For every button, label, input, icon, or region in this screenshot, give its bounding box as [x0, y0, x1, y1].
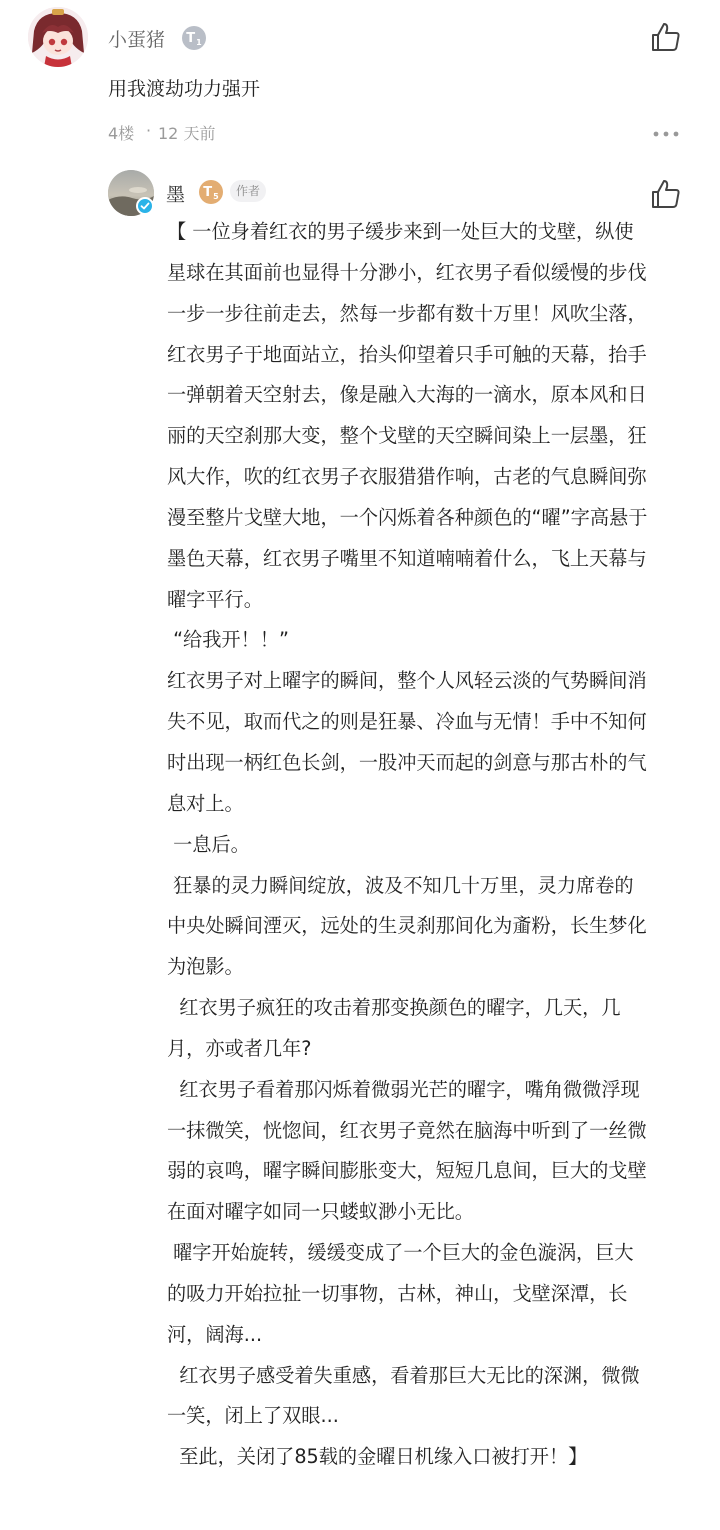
reply-line: 月，亦或者几年?: [167, 1036, 312, 1060]
reply-line: 河，阔海...: [167, 1322, 263, 1346]
level-badge-number: 1: [196, 37, 202, 47]
author-tag: 作者: [230, 180, 266, 202]
reply-line: 一步一步往前走去，然每一步都有数十万里！风吹尘落，: [167, 301, 647, 325]
reply-thumb-up-icon[interactable]: [650, 178, 682, 210]
reply-line: 中央处瞬间湮灭，远处的生灵刹那间化为齑粉，长生梦化: [167, 914, 647, 938]
reply-line: 一笑，闭上了双眼...: [167, 1404, 339, 1428]
reply-body: [167, 212, 693, 1478]
reply-line: 时出现一柄红色长剑，一股冲天而起的剑意与那古朴的气: [167, 750, 647, 774]
reply-line: 风大作，吹的红衣男子衣服猎猎作响，古老的气息瞬间弥: [167, 465, 647, 489]
reply-line: 息对上。: [167, 791, 244, 815]
level-badge-letter: T: [186, 30, 196, 46]
reply-line: 一抹微笑，恍惚间，红衣男子竟然在脑海中听到了一丝微: [167, 1118, 647, 1142]
verified-check-icon: [136, 197, 154, 215]
reply-level-badge-number: 5: [213, 191, 219, 201]
reply-line: 红衣男子感受着失重感，看着那巨大无比的深渊，微微: [167, 1363, 640, 1387]
reply-line: 曜字平行。: [167, 587, 263, 611]
reply-line: 弱的哀鸣，曜字瞬间膨胀变大，短短几息间，巨大的戈壁: [167, 1159, 647, 1183]
reply-line: 狂暴的灵力瞬间绽放，波及不知几十万里，灵力席卷的: [167, 873, 634, 897]
reply-line: 红衣男子于地面站立，抬头仰望着只手可触的天幕，抬手: [167, 342, 647, 366]
comment-time: 12 天前: [158, 124, 216, 143]
thumb-up-icon[interactable]: [650, 21, 682, 53]
reply-line: 丽的天空刹那大变，整个戈壁的天空瞬间染上一层墨，狂: [167, 424, 647, 448]
avatar-image: [28, 7, 88, 67]
reply-line: 曜字开始旋转，缓缓变成了一个巨大的金色漩涡，巨大: [167, 1241, 634, 1265]
reply-line: 一弹朝着天空射去，像是融入大海的一滴水，原本风和日: [167, 383, 647, 407]
reply-line: 失不见，取而代之的则是狂暴、冷血与无情！手中不知何: [167, 710, 647, 734]
meta-separator: ·: [146, 121, 152, 140]
reply-line: 【 一位身着红衣的男子缓步来到一处巨大的戈壁，纵使: [167, 220, 634, 243]
reply-line: 红衣男子看着那闪烁着微弱光芒的曜字，嘴角微微浮现: [167, 1077, 640, 1101]
reply-line: 红衣男子对上曜字的瞬间，整个人风轻云淡的气势瞬间消: [167, 669, 647, 693]
reply-line: 墨色天幕，红衣男子嘴里不知道喃喃着什么，飞上天幕与: [167, 546, 647, 570]
reply-line: 星球在其面前也显得十分渺小，红衣男子看似缓慢的步伐: [167, 260, 647, 284]
reply-line: “给我开！！”: [167, 628, 289, 652]
reply-line: 的吸力开始拉扯一切事物，古林，神山，戈壁深潭，长: [167, 1281, 628, 1305]
reply-line: 为泡影。: [167, 955, 244, 979]
reply-line: 至此，关闭了85载的金曜日机缘入口被打开！】: [167, 1445, 588, 1469]
level-badge: [182, 26, 206, 50]
reply-line: 在面对曜字如同一只蝼蚁渺小无比。: [167, 1200, 474, 1224]
comment-text: 用我渡劫功力强开: [108, 78, 261, 100]
reply-line: 一息后。: [167, 832, 250, 856]
comment-username[interactable]: 小蛋猪: [108, 29, 166, 51]
avatar[interactable]: [28, 7, 88, 67]
reply-level-badge-letter: T: [203, 184, 213, 200]
comment-floor: 4楼: [108, 124, 135, 143]
reply-level-badge: [199, 180, 223, 204]
reply-username[interactable]: 墨: [166, 184, 186, 206]
reply-line: 红衣男子疯狂的攻击着那变换颜色的曜字，几天，几: [167, 996, 621, 1020]
reply-line: 漫至整片戈壁大地，一个闪烁着各种颜色的“曜”字高悬于: [167, 505, 648, 529]
more-dots-icon[interactable]: [652, 128, 680, 140]
